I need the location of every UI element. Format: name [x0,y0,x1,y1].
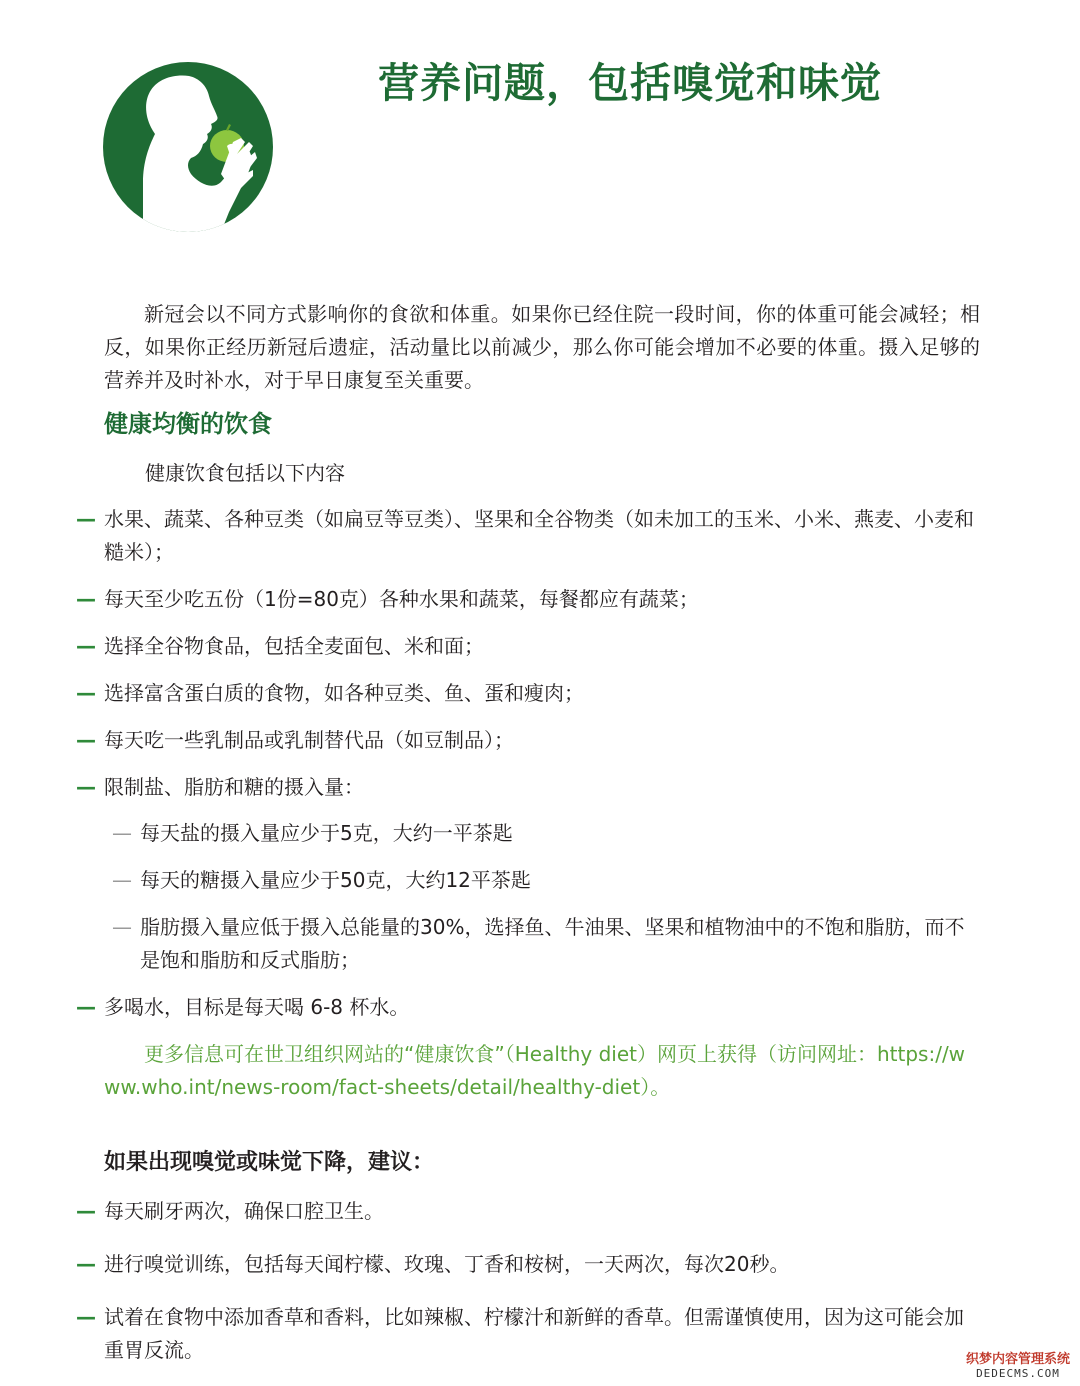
list-item [76,677,980,710]
list-item [76,991,980,1024]
list-item [76,1195,980,1228]
dash-bullet: — [76,775,96,799]
dash-bullet: — [76,634,96,658]
watermark-line1: 织梦内容管理系统 [965,1352,1070,1367]
list-item [76,1248,980,1281]
dash-bullet: — [76,1199,96,1223]
list-item-text: 每天吃一些乳制品或乳制替代品（如豆制品）； [104,728,514,752]
list-item-text: 试着在食物中添加香草和香料，比如辣椒、柠檬汁和新鲜的香草。但需谨慎使用，因为这可能会加重胃反流。 [104,1305,964,1362]
list-item-text: 选择全谷物食品，包括全麦面包、米和面； [104,634,484,658]
intro-paragraph: 新冠会以不同方式影响你的食欲和体重。如果你已经住院一段时间，你的体重可能会减轻；相反，如果你正经历新冠后遗症，活动量比以前减少，那么你可能会增加不必要的体重。摄入足够的营养并及时补水，对于早日康复至关重要。 [104,302,980,392]
sub-list-item-text: 每天的糖摄入量应少于50克，大约12平茶匙 [140,868,531,892]
dash-bullet: — [76,1252,96,1276]
smell-heading: 如果出现嗅觉或味觉下降，建议： [104,1150,435,1175]
sub-list-item [112,864,980,897]
list-item [76,724,980,757]
more-info-link[interactable]: 更多信息可在世卫组织网站的“健康饮食”（Healthy diet）网页上获得（访问网址：https://www.who.int/news-room/fact-sheets/detail/healthy-diet）。 [104,1042,966,1099]
sub-list-item [112,817,980,850]
dash-bullet: — [76,728,96,752]
list-item-text: 限制盐、脂肪和糖的摄入量： [104,775,364,799]
list-item-text: 选择富含蛋白质的食物，如各种豆类、鱼、蛋和瘦肉； [104,681,584,705]
person-eating-apple-icon [103,62,273,232]
watermark-line2: DEDECMS.COM [976,1367,1060,1380]
diet-heading: 健康均衡的饮食 [104,410,272,438]
sub-list-item-text: 脂肪摄入量应低于摄入总能量的30%，选择鱼、牛油果、坚果和植物油中的不饱和脂肪，而不是饱和脂肪和反式脂肪； [140,915,965,972]
list-item-text: 进行嗅觉训练，包括每天闻柠檬、玫瑰、丁香和桉树，一天两次，每次20秒。 [104,1252,790,1276]
list-item-text: 水果、蔬菜、各种豆类（如扁豆等豆类）、坚果和全谷物类（如未加工的玉米、小米、燕麦、小麦和糙米）； [104,507,974,564]
list-item [76,630,980,663]
sub-list-item [112,911,980,977]
list-item-text: 每天刷牙两次，确保口腔卫生。 [104,1199,384,1223]
dash-bullet: — [76,587,96,611]
dash-bullet: — [112,868,132,892]
list-item [76,771,980,804]
watermark [966,1352,1070,1380]
list-item [76,503,980,569]
dash-bullet: — [112,915,132,939]
dash-bullet: — [76,1305,96,1329]
diet-intro: 健康饮食包括以下内容 [145,461,345,485]
dash-bullet: — [76,507,96,531]
page-title: 营养问题，包括嗅觉和味觉 [378,59,882,107]
dash-bullet: — [76,681,96,705]
sub-list-item-text: 每天盐的摄入量应少于5克，大约一平茶匙 [140,821,513,845]
list-item [76,1301,980,1367]
list-item-text: 每天至少吃五份（1份=80克）各种水果和蔬菜，每餐都应有蔬菜； [104,587,699,611]
list-item [76,583,980,616]
dash-bullet: — [112,821,132,845]
list-item-text: 多喝水，目标是每天喝 6-8 杯水。 [104,995,410,1019]
dash-bullet: — [76,995,96,1019]
